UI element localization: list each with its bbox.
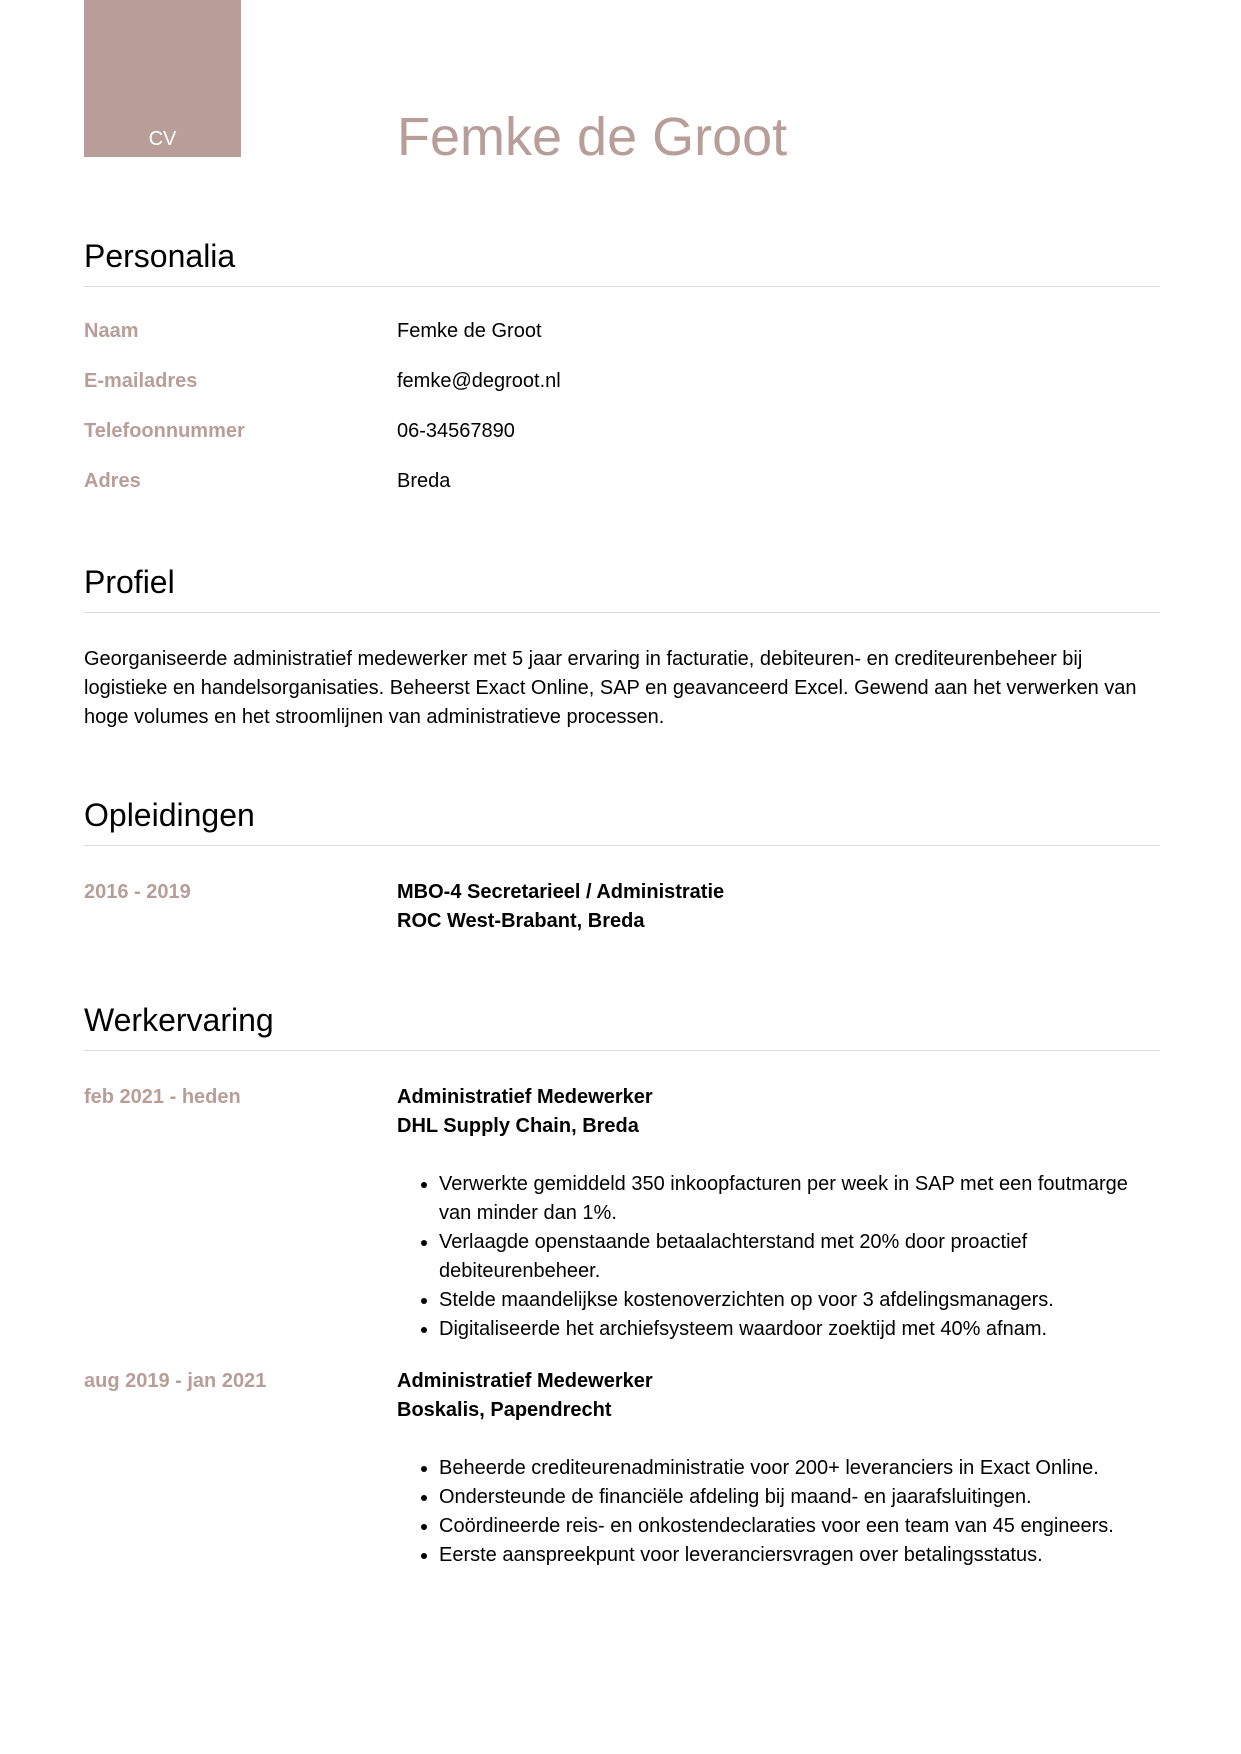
work-entry <box>84 1367 1160 1570</box>
work-achievements <box>397 1170 1160 1344</box>
list-item: • Digitaliseerde het archiefsysteem waardoor zoektijd met 40% afnam. <box>439 1315 1160 1344</box>
list-item: • Ondersteunde de financiële afdeling bij maand- en jaarafsluitingen. <box>439 1483 1160 1512</box>
list-item: • Beheerde crediteurenadministratie voor 200+ leveranciers in Exact Online. <box>439 1454 1160 1483</box>
section-profiel <box>84 562 1160 732</box>
personalia-list <box>84 317 1160 517</box>
section-title-profiel: Profiel <box>84 564 175 600</box>
personalia-row-address <box>84 467 1160 517</box>
work-details <box>397 1083 1160 1344</box>
section-divider <box>84 845 1160 846</box>
field-value: Femke de Groot <box>397 320 542 342</box>
section-divider <box>84 612 1160 613</box>
profile-summary: Georganiseerde administratief medewerker met 5 jaar ervaring in facturatie, debiteuren- en crediteurenbeheer bij logistieke en handelsorganisaties. Beheerst Exact Online, SAP en geavanceerd Excel. Gewend aan het verwerken van hoge volumes en het stroomlijnen van administratieve processen. <box>84 648 1137 728</box>
education-degree: MBO-4 Secretarieel / Administratie <box>397 881 725 903</box>
education-period: 2016 - 2019 <box>84 881 191 903</box>
list-item: • Verwerkte gemiddeld 350 inkoopfacturen per week in SAP met een foutmarge van minder dan 1%. <box>439 1170 1160 1228</box>
section-title-personalia: Personalia <box>84 238 236 274</box>
section-title-werkervaring: Werkervaring <box>84 1002 274 1038</box>
section-divider <box>84 1050 1160 1051</box>
personalia-row-email <box>84 367 1160 417</box>
work-company: DHL Supply Chain, Breda <box>397 1115 639 1137</box>
list-item: • Stelde maandelijkse kostenoverzichten op voor 3 afdelingsmanagers. <box>439 1286 1160 1315</box>
education-school: ROC West-Brabant, Breda <box>397 910 645 932</box>
section-divider <box>84 286 1160 287</box>
list-item: • Coördineerde reis- en onkostendeclaraties voor een team van 45 engineers. <box>439 1512 1160 1541</box>
work-role: Administratief Medewerker <box>397 1086 653 1108</box>
cv-label: CV <box>148 128 177 150</box>
section-werkervaring <box>84 1000 1160 1570</box>
work-role: Administratief Medewerker <box>397 1370 653 1392</box>
list-item: • Eerste aanspreekpunt voor leveranciersvragen over betalingsstatus. <box>439 1541 1160 1570</box>
work-entry <box>84 1083 1160 1344</box>
section-personalia <box>84 236 1160 517</box>
field-label: Adres <box>84 470 141 492</box>
education-details <box>397 878 1160 936</box>
field-label: Naam <box>84 320 139 342</box>
field-value: femke@degroot.nl <box>397 370 561 392</box>
work-period: feb 2021 - heden <box>84 1086 241 1108</box>
field-label: E-mailadres <box>84 370 198 392</box>
field-label: Telefoonnummer <box>84 420 245 442</box>
field-value: Breda <box>397 470 451 492</box>
section-opleidingen <box>84 795 1160 936</box>
work-period: aug 2019 - jan 2021 <box>84 1370 267 1392</box>
work-company: Boskalis, Papendrecht <box>397 1399 612 1421</box>
section-title-opleidingen: Opleidingen <box>84 797 255 833</box>
list-item: • Verlaagde openstaande betaalachterstand met 20% door proactief debiteurenbeheer. <box>439 1228 1160 1286</box>
page-title: Femke de Groot <box>397 107 788 167</box>
personalia-row-phone <box>84 417 1160 467</box>
field-value: 06-34567890 <box>397 420 515 442</box>
work-achievements <box>397 1454 1160 1570</box>
education-entry <box>84 878 1160 936</box>
cv-photo-placeholder <box>84 0 241 157</box>
personalia-row-naam <box>84 317 1160 367</box>
work-details <box>397 1367 1160 1570</box>
